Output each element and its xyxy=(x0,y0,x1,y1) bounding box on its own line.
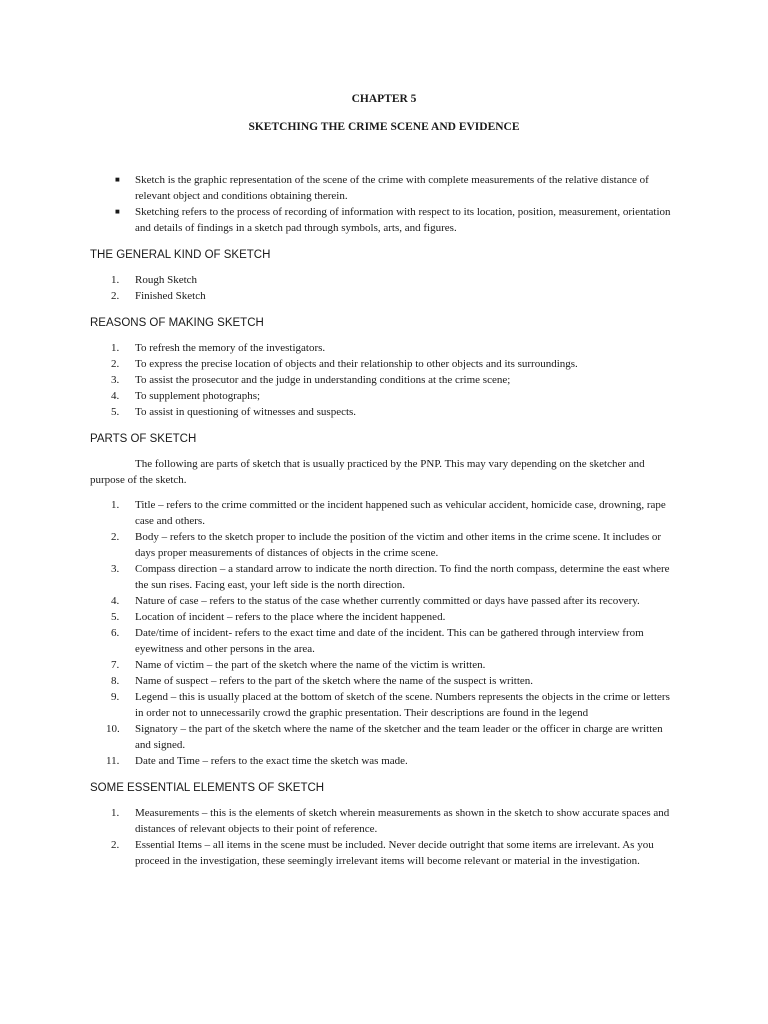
bullet-square-icon: ■ xyxy=(115,175,120,184)
list-item: 3. Compass direction – a standard arrow to indicate the north direction. To find the north compass, determine the east where the sun rises. Facing east, your left side is the north direction. xyxy=(111,563,670,591)
list-item: 1. To refresh the memory of the investigators. xyxy=(111,342,326,354)
list-item: 3. To assist the prosecutor and the judge in understanding conditions at the crime scene; xyxy=(111,374,511,386)
general-kind-list xyxy=(90,272,680,304)
list-item: 9. Legend – this is usually placed at the bottom of sketch of the scene. Numbers represents the objects in the crime or letters in order not to unnecessarily crowd the graphic presentation. Their descriptions are found in the legend xyxy=(111,691,670,719)
list-item: 1. Rough Sketch xyxy=(111,274,198,286)
list-item: 7. Name of victim – the part of the sketch where the name of the victim is written. xyxy=(111,659,486,671)
list-item: 2. Body – refers to the sketch proper to include the position of the victim and other items in the crime scene. It includes or days proper measurements of distances of objects in the crime scene. xyxy=(111,531,662,559)
list-item: 8. Name of suspect – refers to the part of the sketch where the name of the suspect is written. xyxy=(111,675,534,687)
section-heading-parts: PARTS OF SKETCH xyxy=(90,433,197,445)
list-item: ■ Sketch is the graphic representation of the scene of the crime with complete measurements of the relative distance of relevant object and conditions obtaining therein. xyxy=(115,174,649,202)
list-item: 1. Title – refers to the crime committed or the incident happened such as vehicular accident, homicide case, drowning, rape case and others. xyxy=(111,499,666,527)
list-item: 2. Finished Sketch xyxy=(111,290,206,302)
list-item: 4. Nature of case – refers to the status of the case whether currently committed or days have passed after its recovery. xyxy=(111,595,640,607)
chapter-heading: CHAPTER 5 xyxy=(351,93,417,105)
list-item: 5. To assist in questioning of witnesses and suspects. xyxy=(111,406,357,418)
section-heading-general-kind: THE GENERAL KIND OF SKETCH xyxy=(90,249,271,261)
list-item: 4. To supplement photographs; xyxy=(111,390,261,402)
parts-list xyxy=(90,497,680,769)
list-item: 6. Date/time of incident- refers to the exact time and date of the incident. This can be gathered through interview from eyewitness and other persons in the area. xyxy=(111,627,644,655)
bullet-square-icon: ■ xyxy=(115,207,120,216)
document-body xyxy=(90,172,680,869)
list-item: 1. Measurements – this is the elements of sketch wherein measurements as shown in the sketch to show accurate spaces and distances of relevant objects to their point of reference. xyxy=(111,807,670,835)
list-item: 5. Location of incident – refers to the place where the incident happened. xyxy=(111,611,446,623)
list-item: 11. Date and Time – refers to the exact time the sketch was made. xyxy=(106,755,408,767)
elements-list xyxy=(90,805,680,869)
reasons-list xyxy=(90,340,680,420)
section-heading-reasons: REASONS OF MAKING SKETCH xyxy=(90,317,264,329)
list-item: 2. Essential Items – all items in the scene must be included. Never decide outright that some items are irrelevant. As you proceed in the investigation, these seemingly irrelevant items will become relevant or material in the investigation. xyxy=(111,839,654,867)
parts-intro: The following are parts of sketch that is usually practiced by the PNP. This may vary depending on the sketcher and purpose of the sketch. xyxy=(90,458,645,486)
section-heading-elements: SOME ESSENTIAL ELEMENTS OF SKETCH xyxy=(90,782,325,794)
list-item: 10. Signatory – the part of the sketch where the name of the sketcher and the team leader or the officer in charge are written and signed. xyxy=(106,723,663,751)
page-title: SKETCHING THE CRIME SCENE AND EVIDENCE xyxy=(248,121,520,133)
list-item: ■ Sketching refers to the process of recording of information with respect to its location, position, measurement, orientation and details of findings in a sketch pad through symbols, arts, and figures. xyxy=(115,206,671,234)
definition-list xyxy=(90,172,680,236)
list-item: 2. To express the precise location of objects and their relationship to other objects and its surroundings. xyxy=(111,358,578,370)
